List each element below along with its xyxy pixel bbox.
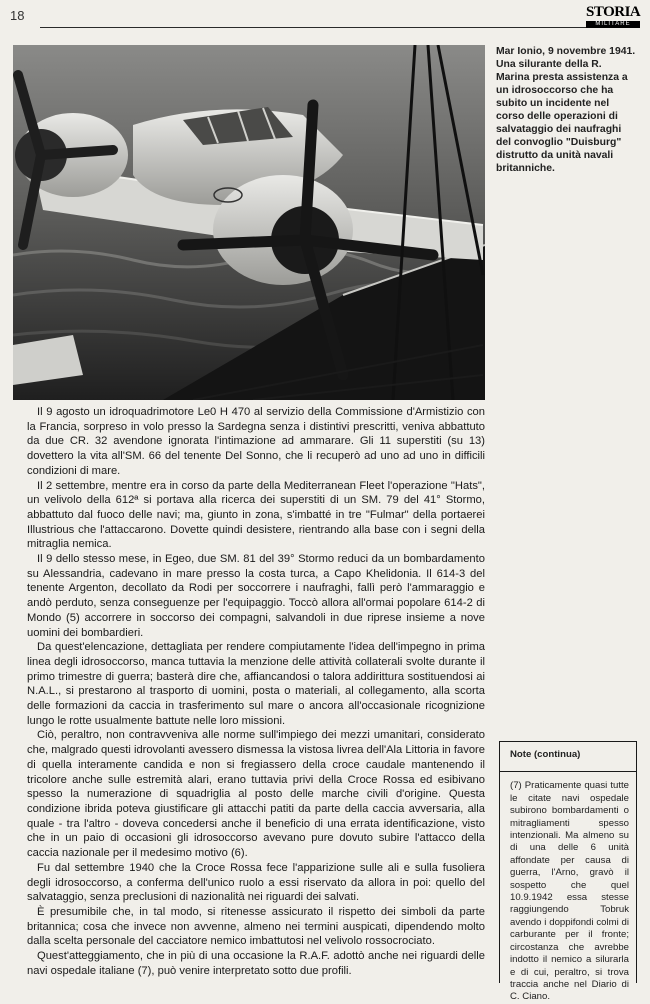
article-paragraph: Il 9 dello stesso mese, in Egeo, due SM. 81 del 39° Stormo reduci da un bombardamento su Alessandria, cadevano in mare presso la costa turca, a Capo Khelidonia. Il 614-3 del tenente Argenton, decollato da Rodi per soccorrere i naufraghi, fallì però l'ammaraggio e andò perduto, senza conseguenze per l'equipaggio. Toccò allora all'ormai popolare 614-2 di Mondo (5) accorrere in soccorso dei compagni, salvandoli in due riprese insieme a nove uomini dei bombardieri.	[27, 553, 485, 639]
notes-title: Note (continua)	[510, 749, 581, 760]
article-body	[27, 405, 485, 978]
article-paragraph: Da quest'elencazione, dettagliata per rendere compiutamente l'idea dell'impegno in prima linea degli idrosoccorso, manca tuttavia la menzione delle attività collaterali svolte durante il primo trimestre di guerra; basterà dire che, affiancandosi o talora addirittura sostituendosi ai N.A.L., si prestarono al trasporto di uomini, posta o materiali, al collegamento, alla scorta delle formazioni da caccia in trasferimento sul mare o ancora all'occasionale ricognizione lungo le rotte usualmente battute nelle loro missioni.	[27, 641, 485, 727]
article-paragraph: Il 2 settembre, mentre era in corso da parte della Mediterranean Fleet l'operazione "Hats", un velivolo della 612ª si portava alla ricerca dei superstiti di un SM. 79 del 41° Stormo, abbattuto dal fuoco delle navi; ma, giunto in zona, s'imbatté in tre "Fulmar" della portaerei Illustrious che l'attaccarono. Dovette quindi desistere, rientrando alla base con i segni della mitraglia nemica.	[27, 479, 485, 551]
article-paragraph: Quest'atteggiamento, che in più di una occasione la R.A.F. adottò anche nei riguardi delle navi ospedale italiane (7), può venire interpretato sotto due profili.	[27, 950, 485, 977]
header-rule	[40, 27, 588, 28]
article-paragraph: Il 9 agosto un idroquadrimotore Le0 H 470 al servizio della Commissione d'Armistizio con la Francia, sorpreso in volo presso la Sardegna senza i distintivi prescritti, veniva abbattuto da due CR. 32 avendone ignorata l'intimazione ad ammarare. Gli 11 superstiti (su 13) dovettero la vita all'SM. 66 del tenente Del Sonno, che li recuperò ad uno ad uno in difficili condizioni di mare.	[27, 406, 485, 477]
notes-divider	[500, 771, 636, 772]
masthead-logo	[586, 5, 640, 28]
article-paragraph: Fu dal settembre 1940 che la Croce Rossa fece l'apparizione sulle ali e sulla fusoliera degli idrosoccorso, a conferma dell'unico ruolo a essi riservato da allora in poi: quello del salvataggio, senza preclusioni di nazionalità nei riguardi dei salvati.	[27, 861, 485, 904]
page-number: 18	[10, 8, 25, 23]
masthead-subtitle: MILITARE	[586, 21, 640, 28]
article-paragraph: Ciò, peraltro, non contravveniva alle norme sull'impiego dei mezzi umanitari, considerato che, malgrado questi idrovolanti avessero dismessa la vistosa livrea dell'Ala Littoria in favore di quella interamente candida e non si fregiassero della croce caudale mantenendo il tricolore anche sulle estremità alari, erano tuttavia privi della Croce Rossa ed esibivano spesso la numerazione di squadriglia al posto delle marche civili d'origine. Questa condizione ibrida poteva giustificare gli attacchi patiti da parte della caccia avversaria, alla quale - tra l'altro - doveva concedersi anche il beneficio di una errata identificazione, visto che in un paio di occasioni gli idrosoccorso avevano pure dovuto subire l'attacco della caccia nazionale per il medesimo motivo (6).	[27, 729, 485, 860]
caption-text: Mar Ionio, 9 novembre 1941. Una silurante della R. Marina presta assistenza a un idrosoccorso che ha subito un incidente nel corso delle operazioni di salvataggio dei naufraghi del convoglio "Duisburg" distrutto da unità navali britanniche.	[496, 46, 636, 174]
notes-text: (7) Praticamente quasi tutte le citate navi ospedale subirono bombardamenti o mitragliamenti spesso intenzionali. Ma almeno su di una delle 6 unità affondate per causa di guerra, l'Arno, gravò il sospetto che quel 10.9.1942 essa stesse raggiungendo Tobruk avendo i doppifondi colmi di carburante per il fronte; circostanza che avrebbe indotto il nemico a silurarla e di cui, peraltro, si trova traccia anche nel Diario di C. Ciano.	[510, 780, 629, 1003]
seaplane-rescue-photo	[13, 45, 485, 400]
masthead-title: STORIA	[586, 4, 641, 20]
notes-box	[499, 741, 637, 1003]
photo-caption	[496, 45, 638, 175]
article-paragraph: È presumibile che, in tal modo, si ritenesse assicurato il rispetto dei simboli da parte britannica; cosa che invece non avvenne, almeno nei termini auspicati, dipendendo molto dalla scelta personale del cacciatore nemico imbattutosi nel velivolo rossocrociato.	[27, 905, 485, 948]
